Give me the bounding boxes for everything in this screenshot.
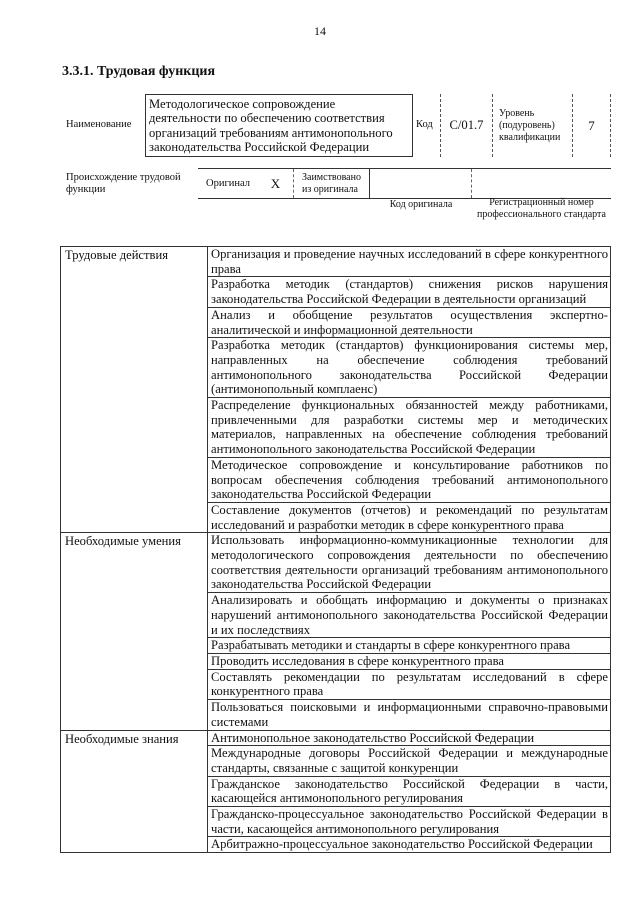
skill-item: Проводить исследования в сфере конкурентного права	[208, 653, 611, 669]
name-label: Наименование	[66, 119, 132, 130]
original-label: Оригинал	[206, 178, 250, 189]
table-row	[61, 730, 611, 746]
knowledge-item: Международные договоры Российской Федерации и международные стандарты, связанные с защитой конкуренции	[208, 746, 611, 776]
labor-action-item: Методическое сопровождение и консультирование работников по вопросам обеспечения соблюдения требований антимонопольного законодательства Российской Федерации	[208, 457, 611, 502]
skill-item: Использовать информационно-коммуникационные технологии для методологического сопровождения деятельности по обеспечению соответствия деятельности организаций требованиям антимонопольного законодательства Российской Федерации	[208, 533, 611, 593]
labor-action-item: Разработка методик (стандартов) снижения рисков нарушения законодательства Российской Федерации в деятельности организаций	[208, 277, 611, 307]
function-code-value: С/01.7	[440, 94, 493, 157]
skill-item: Анализировать и обобщать информацию и документы о признаках нарушений антимонопольного законодательства Российской Федерации и их последствиях	[208, 593, 611, 638]
labor-actions-label: Трудовые действия	[61, 247, 208, 533]
origin-label: Происхождение трудовой функции	[66, 172, 181, 195]
original-code-label: Код оригинала	[389, 199, 453, 210]
table-row	[61, 533, 611, 593]
requirements-table	[60, 246, 611, 853]
required-skills-label: Необходимые умения	[61, 533, 208, 730]
registration-number-label: Регистрационный номер профессионального стандарта	[477, 197, 606, 220]
qualification-level-value: 7	[572, 94, 611, 157]
knowledge-item: Гражданско-процессуальное законодательство Российской Федерации в части, касающейся антимонопольного регулирования	[208, 807, 611, 837]
function-name-value: Методологическое сопровождение деятельности по обеспечению соответствия организаций требованиям антимонопольного законодательства Российской Федерации	[145, 94, 413, 157]
original-mark: X	[258, 169, 294, 198]
labor-action-item: Организация и проведение научных исследований в сфере конкурентного права	[208, 247, 611, 277]
skill-item: Пользоваться поисковыми и информационными справочно-правовыми системами	[208, 700, 611, 730]
original-code-cell	[370, 169, 472, 198]
code-label: Код	[416, 119, 433, 130]
knowledge-item: Антимонопольное законодательство Российской Федерации	[208, 730, 611, 746]
knowledge-item: Арбитражно-процессуальное законодательство Российской Федерации	[208, 837, 611, 853]
labor-action-item: Разработка методик (стандартов) функционирования системы мер, направленных на обеспечение соблюдения требований антимонопольного законодательства Российской Федерации (антимонопольный комплаенс)	[208, 338, 611, 398]
labor-action-item: Составление документов (отчетов) и рекомендаций по результатам исследований и разработки методик в сфере конкурентного права	[208, 502, 611, 532]
skill-item: Составлять рекомендации по результатам исследований в сфере конкурентного права	[208, 669, 611, 699]
required-knowledge-label: Необходимые знания	[61, 730, 208, 853]
skill-item: Разрабатывать методики и стандарты в сфере конкурентного права	[208, 638, 611, 654]
registration-number-cell	[472, 169, 611, 198]
qualification-level-label: Уровень (подуровень) квалификации	[499, 108, 561, 143]
borrowed-label: Заимствовано из оригинала	[294, 169, 370, 198]
section-title: 3.3.1. Трудовая функция	[62, 64, 216, 79]
labor-action-item: Анализ и обобщение результатов осуществления экспертно-аналитической и информационной деятельности	[208, 307, 611, 337]
labor-action-item: Распределение функциональных обязанностей между работниками, привлеченными для разработки системы мер и методических материалов, направленных на обеспечение соблюдения требований антимонопольного законодательства Российской Федерации	[208, 398, 611, 458]
page-number: 14	[314, 24, 326, 38]
table-row	[61, 247, 611, 277]
origin-row	[198, 168, 611, 199]
knowledge-item: Гражданское законодательство Российской Федерации в части, касающейся антимонопольного регулирования	[208, 776, 611, 806]
